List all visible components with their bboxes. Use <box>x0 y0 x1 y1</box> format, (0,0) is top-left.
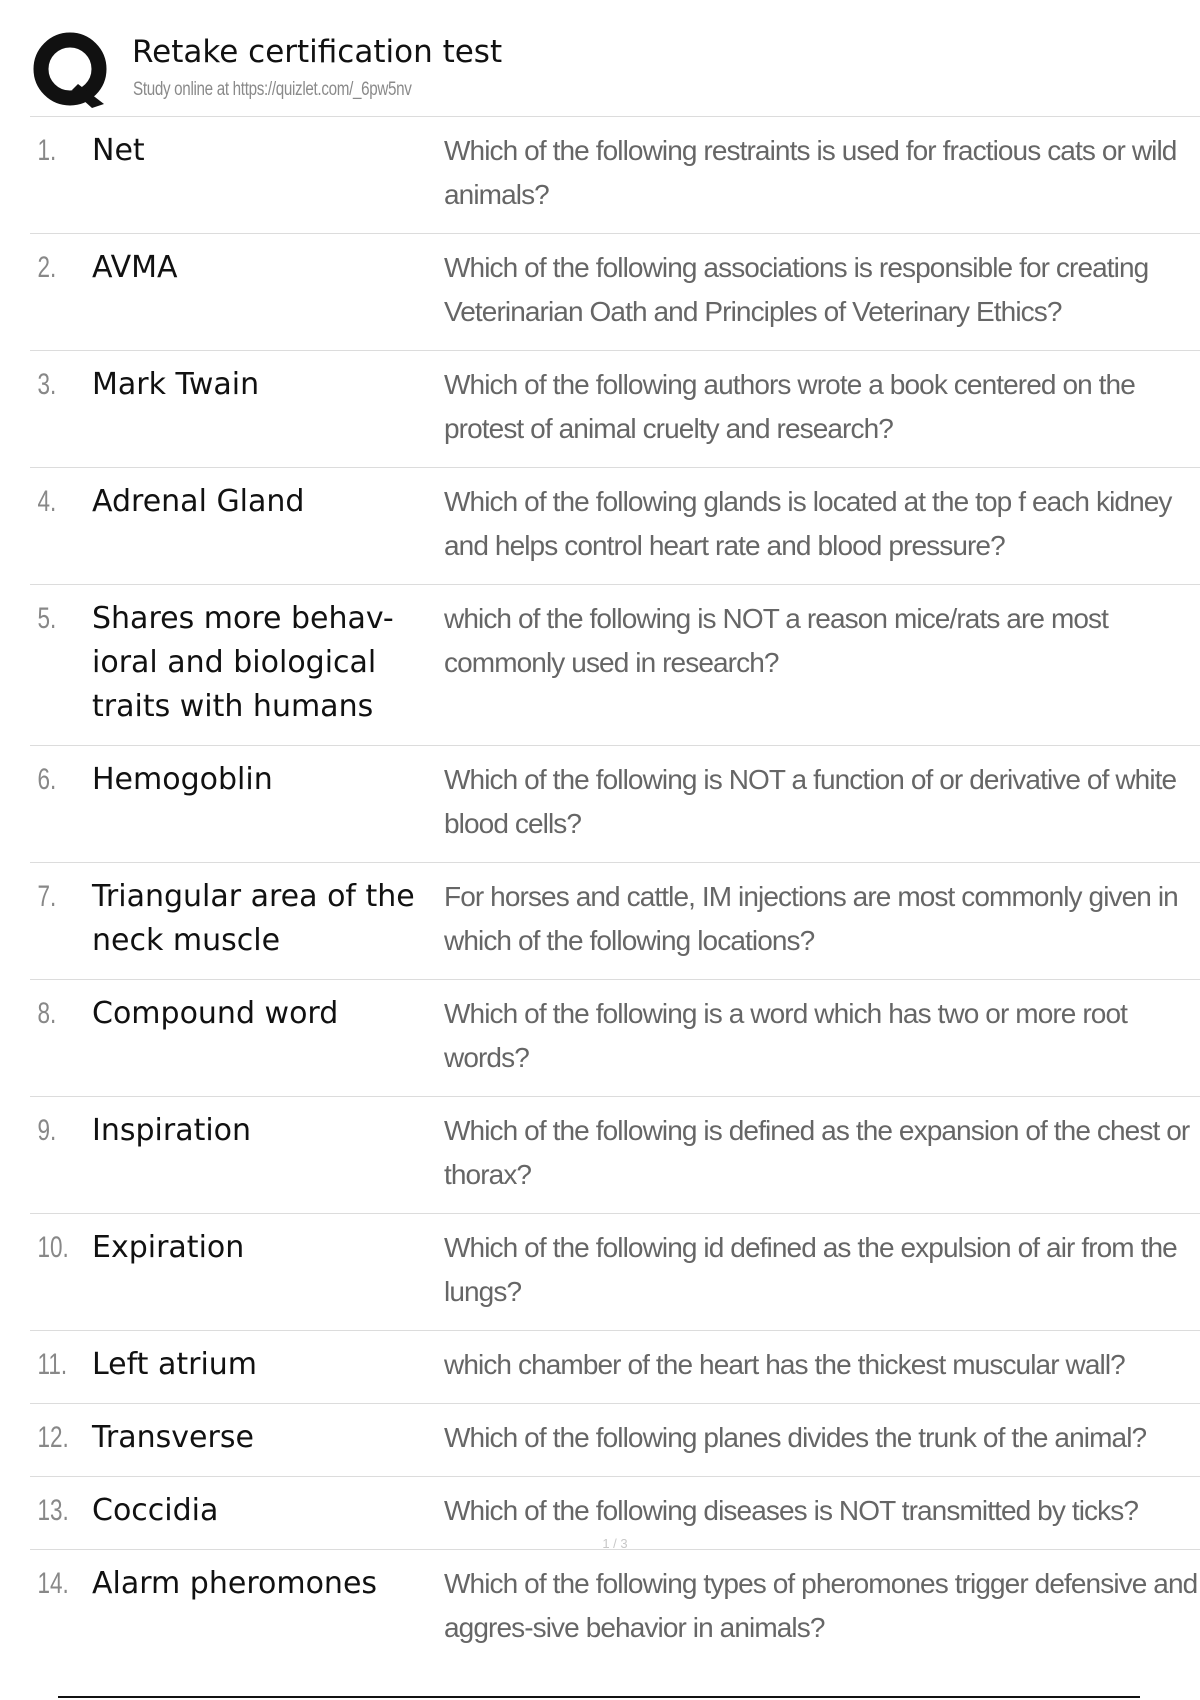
card-definition: which of the following is NOT a reason mice/rats are most commonly used in research? <box>444 603 1109 678</box>
flashcard-row <box>30 1549 1200 1666</box>
card-term: Hemogoblin <box>92 762 273 797</box>
card-definition: Which of the following planes divides the trunk of the animal? <box>444 1422 1147 1453</box>
card-number: 14. <box>37 1567 69 1600</box>
card-term: Net <box>92 133 145 168</box>
card-term: Transverse <box>92 1420 254 1455</box>
card-definition: For horses and cattle, IM injections are most commonly given in which of the following locations? <box>444 881 1178 956</box>
card-definition: Which of the following glands is located at the top f each kidney and helps control heart rate and blood pressure? <box>444 486 1172 561</box>
card-term: Mark Twain <box>92 367 260 402</box>
card-number: 12. <box>37 1421 69 1454</box>
card-definition: Which of the following restraints is used for fractious cats or wild animals? <box>444 135 1177 210</box>
card-term: Triangular area of the neck muscle <box>92 879 415 958</box>
flashcard-list <box>30 116 1200 1666</box>
flashcard-row <box>30 1403 1200 1476</box>
card-term: AVMA <box>92 250 178 285</box>
card-term: Expiration <box>92 1230 245 1265</box>
page-number: 1 / 3 <box>602 1536 628 1551</box>
card-definition: Which of the following is NOT a function of or derivative of white blood cells? <box>444 764 1177 839</box>
card-definition: Which of the following associations is responsible for creating Veterinarian Oath and Principles of Veterinary Ethics? <box>444 252 1149 327</box>
card-definition: which chamber of the heart has the thickest muscular wall? <box>444 1349 1125 1380</box>
card-number: 13. <box>37 1494 69 1527</box>
card-number: 1. <box>37 134 57 167</box>
card-number: 5. <box>37 602 57 635</box>
card-definition: Which of the following diseases is NOT transmitted by ticks? <box>444 1495 1139 1526</box>
card-definition: Which of the following id defined as the expulsion of air from the lungs? <box>444 1232 1177 1307</box>
flashcard-row <box>30 979 1200 1096</box>
card-number: 11. <box>37 1348 68 1381</box>
card-definition: Which of the following is defined as the expansion of the chest or thorax? <box>444 1115 1190 1190</box>
card-number: 7. <box>37 880 57 913</box>
card-number: 3. <box>37 368 57 401</box>
card-term: Coccidia <box>92 1493 219 1528</box>
flashcard-row <box>30 467 1200 584</box>
card-term: Inspiration <box>92 1113 252 1148</box>
card-number: 6. <box>37 763 57 796</box>
page-title: Retake certification test <box>132 34 503 70</box>
quizlet-logo-icon <box>32 32 112 112</box>
card-number: 8. <box>37 997 57 1030</box>
flashcard-row <box>30 116 1200 233</box>
document-header <box>30 28 1200 114</box>
card-term: Adrenal Gland <box>92 484 305 519</box>
flashcard-row <box>30 745 1200 862</box>
card-term: Shares more behav-ioral and biological traits with humans <box>92 601 394 724</box>
flashcard-row <box>30 584 1200 745</box>
card-number: 10. <box>37 1231 69 1264</box>
card-term: Compound word <box>92 996 339 1031</box>
card-number: 9. <box>37 1114 57 1147</box>
flashcard-row <box>30 862 1200 979</box>
study-online-link[interactable]: Study online at https://quizlet.com/_6pw5nv <box>133 79 412 100</box>
flashcard-row <box>30 1330 1200 1403</box>
card-definition: Which of the following authors wrote a book centered on the protest of animal cruelty and research? <box>444 369 1135 444</box>
card-number: 4. <box>37 485 57 518</box>
card-term: Alarm pheromones <box>92 1566 378 1601</box>
card-term: Left atrium <box>92 1347 258 1382</box>
card-number: 2. <box>37 251 57 284</box>
flashcard-row <box>30 1213 1200 1330</box>
bottom-divider <box>58 1696 1140 1698</box>
flashcard-row <box>30 233 1200 350</box>
card-definition: Which of the following types of pheromones trigger defensive and aggres-sive behavior in animals? <box>444 1568 1198 1643</box>
flashcard-row <box>30 1096 1200 1213</box>
card-definition: Which of the following is a word which has two or more root words? <box>444 998 1127 1073</box>
flashcard-row <box>30 350 1200 467</box>
